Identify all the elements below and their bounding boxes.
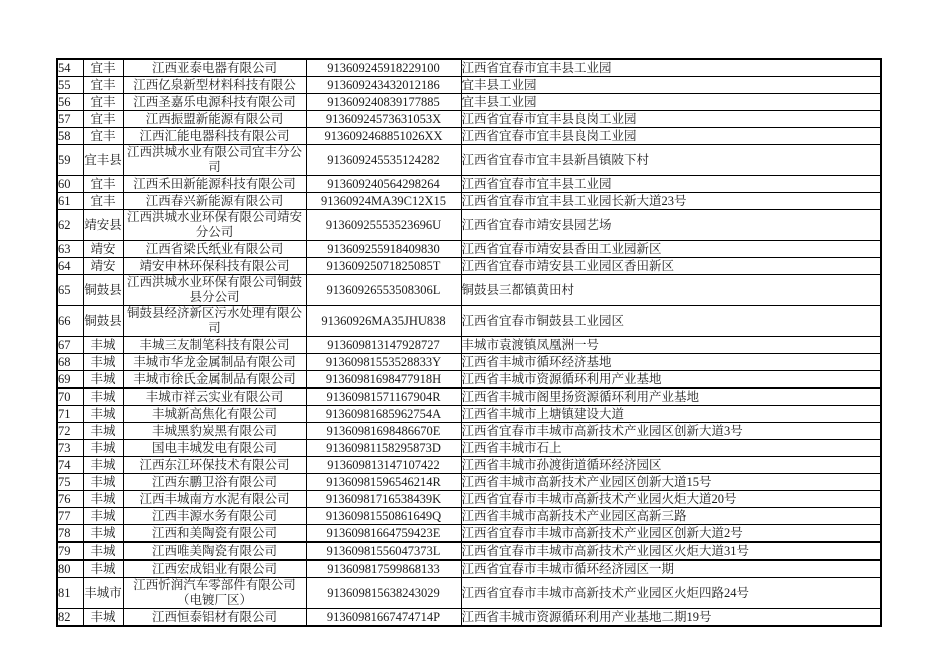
credit-code-cell: 913609813147107422 — [306, 457, 461, 474]
address-cell: 江西省宜春市靖安县工业园区香田新区 — [461, 258, 881, 275]
address-cell: 江西省丰城市石上 — [461, 440, 881, 457]
credit-code-cell: 91360981553528833Y — [306, 354, 461, 371]
company-name-cell: 江西恒泰铝材有限公司 — [123, 609, 306, 627]
company-name-cell: 江西唯美陶瓷有限公司 — [123, 542, 306, 560]
credit-code-cell: 91360981716538439K — [306, 491, 461, 508]
address-cell: 江西省宜春市靖安县香田工业园新区 — [461, 241, 881, 258]
company-name-cell: 江西春兴新能源有限公司 — [123, 193, 306, 210]
region-cell: 丰城 — [83, 525, 123, 543]
region-cell: 铜鼓县 — [83, 275, 123, 306]
address-cell: 江西省宜春市丰城市高新技术产业园区火炬大道31号 — [461, 542, 881, 560]
region-cell: 宜丰县 — [83, 145, 123, 176]
region-cell: 丰城 — [83, 457, 123, 474]
row-number-cell: 63 — [57, 241, 83, 258]
credit-code-cell: 91360924573631053X — [306, 111, 461, 128]
address-cell: 丰城市袁渡镇凤凰洲一号 — [461, 337, 881, 354]
address-cell: 江西省宜春市宜丰县工业园 — [461, 176, 881, 193]
company-name-cell: 江西省梁氏纸业有限公司 — [123, 241, 306, 258]
credit-code-cell: 91360926MA35JHU838 — [306, 306, 461, 337]
table-row — [57, 77, 881, 94]
region-cell: 靖安县 — [83, 210, 123, 241]
credit-code-cell: 9136092468851026XX — [306, 128, 461, 145]
row-number-cell: 76 — [57, 491, 83, 508]
address-cell: 江西省宜春市靖安县园艺场 — [461, 210, 881, 241]
address-cell: 江西省丰城市孙渡街道循环经济园区 — [461, 457, 881, 474]
credit-code-cell: 91360925071825085T — [306, 258, 461, 275]
row-number-cell: 67 — [57, 337, 83, 354]
table-row — [57, 111, 881, 128]
table-row — [57, 94, 881, 111]
region-cell: 丰城 — [83, 354, 123, 371]
credit-code-cell: 91360926553508306L — [306, 275, 461, 306]
credit-code-cell: 913609240564298264 — [306, 176, 461, 193]
table-row — [57, 337, 881, 354]
company-name-cell: 丰城三友制笔科技有限公司 — [123, 337, 306, 354]
row-number-cell: 57 — [57, 111, 83, 128]
table-row — [57, 609, 881, 627]
company-name-cell: 丰城市祥云实业有限公司 — [123, 388, 306, 406]
credit-code-cell: 913609243432012186 — [306, 77, 461, 94]
credit-code-cell: 913609813147928727 — [306, 337, 461, 354]
company-name-cell: 江西禾田新能源科技有限公司 — [123, 176, 306, 193]
table-row — [57, 508, 881, 525]
company-name-cell: 江西振盟新能源有限公司 — [123, 111, 306, 128]
address-cell: 宜丰县工业园 — [461, 94, 881, 111]
credit-code-cell: 913609245535124282 — [306, 145, 461, 176]
region-cell: 丰城 — [83, 371, 123, 389]
credit-code-cell: 91360981571167904R — [306, 388, 461, 406]
credit-code-cell: 91360925553523696U — [306, 210, 461, 241]
table-row — [57, 354, 881, 371]
row-number-cell: 56 — [57, 94, 83, 111]
address-cell: 江西省丰城市循环经济基地 — [461, 354, 881, 371]
address-cell: 铜鼓县三都镇黄田村 — [461, 275, 881, 306]
credit-code-cell: 913609240839177885 — [306, 94, 461, 111]
region-cell: 丰城 — [83, 474, 123, 491]
credit-code-cell: 91360981550861649Q — [306, 508, 461, 525]
table-row — [57, 275, 881, 306]
table-row — [57, 210, 881, 241]
address-cell: 江西省丰城市上塘镇建设大道 — [461, 406, 881, 423]
table-row — [57, 491, 881, 508]
region-cell: 铜鼓县 — [83, 306, 123, 337]
row-number-cell: 62 — [57, 210, 83, 241]
row-number-cell: 77 — [57, 508, 83, 525]
row-number-cell: 69 — [57, 371, 83, 389]
table-row — [57, 176, 881, 193]
address-cell: 江西省宜春市宜丰县工业园长新大道23号 — [461, 193, 881, 210]
credit-code-cell: 913609245918229100 — [306, 59, 461, 77]
credit-code-cell: 913609255918409830 — [306, 241, 461, 258]
row-number-cell: 81 — [57, 578, 83, 609]
table-row — [57, 406, 881, 423]
row-number-cell: 72 — [57, 423, 83, 440]
region-cell: 丰城 — [83, 440, 123, 457]
address-cell: 宜丰县工业园 — [461, 77, 881, 94]
company-name-cell: 江西宏成铝业有限公司 — [123, 560, 306, 578]
company-name-cell: 江西和美陶瓷有限公司 — [123, 525, 306, 543]
company-name-cell: 江西亚泰电器有限公司 — [123, 59, 306, 77]
address-cell: 江西省宜春市宜丰县良岗工业园 — [461, 111, 881, 128]
credit-code-cell: 91360924MA39C12X15 — [306, 193, 461, 210]
credit-code-cell: 91360981685962754A — [306, 406, 461, 423]
address-cell: 江西省宜春市丰城市高新技术产业园火炬大道20号 — [461, 491, 881, 508]
company-name-cell: 江西洪城水业有限公司宜丰分公司 — [123, 145, 306, 176]
company-name-cell: 丰城市华龙金属制品有限公司 — [123, 354, 306, 371]
table-row — [57, 457, 881, 474]
company-name-cell: 江西东江环保技术有限公司 — [123, 457, 306, 474]
region-cell: 宜丰 — [83, 176, 123, 193]
address-cell: 江西省宜春市丰城市高新技术产业园区创新大道2号 — [461, 525, 881, 543]
row-number-cell: 71 — [57, 406, 83, 423]
credit-code-cell: 91360981667474714P — [306, 609, 461, 627]
row-number-cell: 70 — [57, 388, 83, 406]
row-number-cell: 79 — [57, 542, 83, 560]
address-cell: 江西省宜春市丰城市循环经济园区一期 — [461, 560, 881, 578]
table-row — [57, 258, 881, 275]
table-row — [57, 193, 881, 210]
credit-code-cell: 91360981556047373L — [306, 542, 461, 560]
table-row — [57, 525, 881, 543]
region-cell: 宜丰 — [83, 94, 123, 111]
row-number-cell: 75 — [57, 474, 83, 491]
company-name-cell: 江西洪城水业环保有限公司靖安分公司 — [123, 210, 306, 241]
credit-code-cell: 91360981664759423E — [306, 525, 461, 543]
company-name-cell: 江西丰城南方水泥有限公司 — [123, 491, 306, 508]
company-name-cell: 江西丰源水务有限公司 — [123, 508, 306, 525]
company-table-body — [57, 59, 881, 626]
region-cell: 丰城市 — [83, 578, 123, 609]
row-number-cell: 64 — [57, 258, 83, 275]
region-cell: 靖安 — [83, 241, 123, 258]
credit-code-cell: 91360981596546214R — [306, 474, 461, 491]
company-name-cell: 国电丰城发电有限公司 — [123, 440, 306, 457]
table-row — [57, 306, 881, 337]
company-table — [56, 58, 882, 627]
region-cell: 丰城 — [83, 508, 123, 525]
company-name-cell: 靖安申林环保科技有限公司 — [123, 258, 306, 275]
table-row — [57, 423, 881, 440]
company-name-cell: 江西洪城水业环保有限公司铜鼓县分公司 — [123, 275, 306, 306]
table-row — [57, 128, 881, 145]
table-row — [57, 145, 881, 176]
row-number-cell: 78 — [57, 525, 83, 543]
region-cell: 宜丰 — [83, 128, 123, 145]
company-name-cell: 铜鼓县经济新区污水处理有限公司 — [123, 306, 306, 337]
address-cell: 江西省宜春市宜丰县良岗工业园 — [461, 128, 881, 145]
credit-code-cell: 91360981698477918H — [306, 371, 461, 389]
address-cell: 江西省丰城市阁里扬资源循环利用产业基地 — [461, 388, 881, 406]
region-cell: 宜丰 — [83, 77, 123, 94]
table-row — [57, 474, 881, 491]
table-row — [57, 371, 881, 389]
table-row — [57, 241, 881, 258]
region-cell: 宜丰 — [83, 59, 123, 77]
table-row — [57, 542, 881, 560]
credit-code-cell: 913609817599868133 — [306, 560, 461, 578]
address-cell: 江西省丰城市资源循环利用产业基地二期19号 — [461, 609, 881, 627]
company-name-cell: 丰城市徐氏金属制品有限公司 — [123, 371, 306, 389]
row-number-cell: 55 — [57, 77, 83, 94]
row-number-cell: 61 — [57, 193, 83, 210]
address-cell: 江西省宜春市宜丰县新昌镇陂下村 — [461, 145, 881, 176]
address-cell: 江西省丰城市高新技术产业园区高新三路 — [461, 508, 881, 525]
region-cell: 丰城 — [83, 491, 123, 508]
company-name-cell: 江西忻润汽车零部件有限公司（电镀厂区） — [123, 578, 306, 609]
company-name-cell: 江西东鹏卫浴有限公司 — [123, 474, 306, 491]
address-cell: 江西省丰城市资源循环利用产业基地 — [461, 371, 881, 389]
credit-code-cell: 91360981158295873D — [306, 440, 461, 457]
row-number-cell: 68 — [57, 354, 83, 371]
region-cell: 靖安 — [83, 258, 123, 275]
row-number-cell: 58 — [57, 128, 83, 145]
region-cell: 丰城 — [83, 337, 123, 354]
row-number-cell: 82 — [57, 609, 83, 627]
table-row — [57, 59, 881, 77]
address-cell: 江西省宜春市宜丰县工业园 — [461, 59, 881, 77]
address-cell: 江西省宜春市铜鼓县工业园区 — [461, 306, 881, 337]
row-number-cell: 74 — [57, 457, 83, 474]
region-cell: 丰城 — [83, 542, 123, 560]
company-name-cell: 江西圣嘉乐电源科技有限公司 — [123, 94, 306, 111]
address-cell: 江西省宜春市丰城市高新技术产业园区火炬四路24号 — [461, 578, 881, 609]
address-cell: 江西省宜春市丰城市高新技术产业园区创新大道3号 — [461, 423, 881, 440]
row-number-cell: 66 — [57, 306, 83, 337]
table-row — [57, 440, 881, 457]
table-row — [57, 578, 881, 609]
region-cell: 丰城 — [83, 423, 123, 440]
row-number-cell: 54 — [57, 59, 83, 77]
company-name-cell: 丰城黑豹炭黑有限公司 — [123, 423, 306, 440]
company-name-cell: 江西汇能电器科技有限公司 — [123, 128, 306, 145]
region-cell: 宜丰 — [83, 193, 123, 210]
region-cell: 丰城 — [83, 560, 123, 578]
company-name-cell: 丰城新高焦化有限公司 — [123, 406, 306, 423]
region-cell: 丰城 — [83, 609, 123, 627]
row-number-cell: 59 — [57, 145, 83, 176]
table-row — [57, 388, 881, 406]
company-name-cell: 江西亿泉新型材料科技有限公 — [123, 77, 306, 94]
table-row — [57, 560, 881, 578]
credit-code-cell: 913609815638243029 — [306, 578, 461, 609]
region-cell: 丰城 — [83, 388, 123, 406]
credit-code-cell: 91360981698486670E — [306, 423, 461, 440]
row-number-cell: 60 — [57, 176, 83, 193]
region-cell: 宜丰 — [83, 111, 123, 128]
row-number-cell: 65 — [57, 275, 83, 306]
address-cell: 江西省丰城市高新技术产业园区创新大道15号 — [461, 474, 881, 491]
region-cell: 丰城 — [83, 406, 123, 423]
row-number-cell: 80 — [57, 560, 83, 578]
row-number-cell: 73 — [57, 440, 83, 457]
